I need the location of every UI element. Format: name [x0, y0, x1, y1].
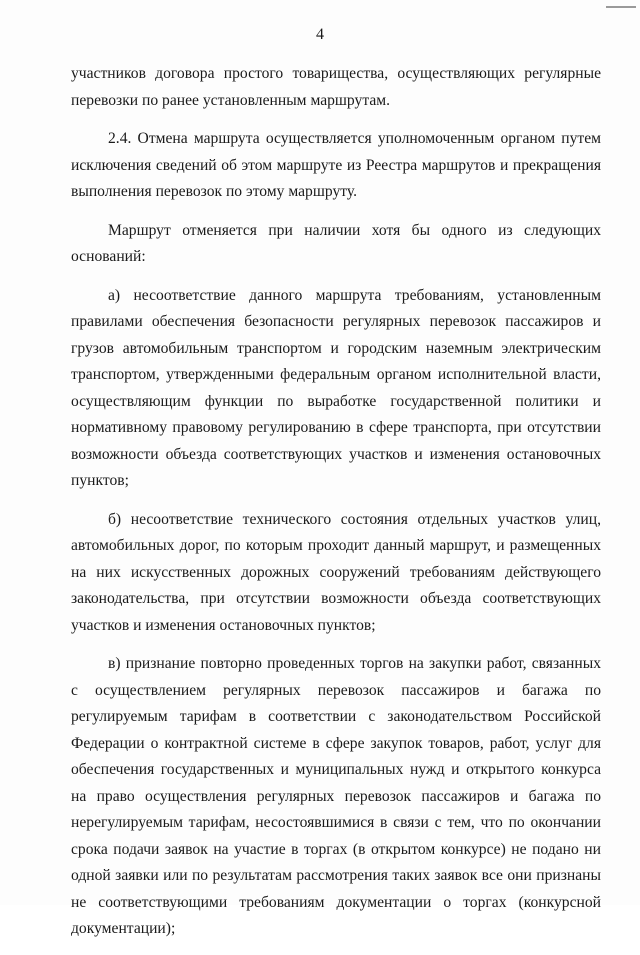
- document-body: [71, 61, 601, 955]
- paragraph-section-2-4: 2.4. Отмена маршрута осуществляется уполномоченным органом путем исключения сведений об этом маршруте из Реестра маршрутов и прекращения выполнения перевозок по этому маршруту.: [71, 130, 601, 200]
- paragraph-grounds-intro: Маршрут отменяется при наличии хотя бы одного из следующих оснований:: [71, 221, 601, 265]
- paragraph-continuation: участников договора простого товарищества, осуществляющих регулярные перевозки по ранее установленным маршрутам.: [71, 65, 601, 109]
- paragraph-item-a: а) несоответствие данного маршрута требованиям, установленным правилами обеспечения безопасности регулярных перевозок пассажиров и грузов автомобильным транспортом и городским наземным электрическим транспортом, утвержденными федеральным органом исполнительной власти, осуществляющим функции по выработке государственной политики и нормативному правовому регулированию в сфере транспорта, при отсутствии возможности объезда соответствующих участков и изменения остановочных пунктов;: [71, 286, 601, 489]
- page-number: 4: [316, 26, 324, 43]
- paragraph-item-b: б) несоответствие технического состояния отдельных участков улиц, автомобильных дорог, по которым проходит данный маршрут, и размещенных на них искусственных дорожных сооружений требованиям действующего законодательства, при отсутствии возможности объезда соответствующих участков и изменения остановочных пунктов;: [71, 510, 601, 634]
- paragraph-item-v: в) признание повторно проведенных торгов на закупки работ, связанных с осуществлением регулярных перевозок пассажиров и багажа по регулируемым тарифам в соответствии с законодательством Российской Федерации о контрактной системе в сфере закупок товаров, работ, услуг для обеспечения государственных и муниципальных нужд и открытого конкурса на право осуществления регулярных перевозок пассажиров и багажа по нерегулируемым тарифам, несостоявшимися в связи с тем, что по окончании срока подачи заявок на участие в торгах (в открытом конкурсе) не подано ни одной заявки или по результатам рассмотрения таких заявок все они признаны не соответствующими требованиям документации о торгах (конкурсной документации);: [71, 655, 601, 937]
- scan-corner-mark: [606, 6, 636, 8]
